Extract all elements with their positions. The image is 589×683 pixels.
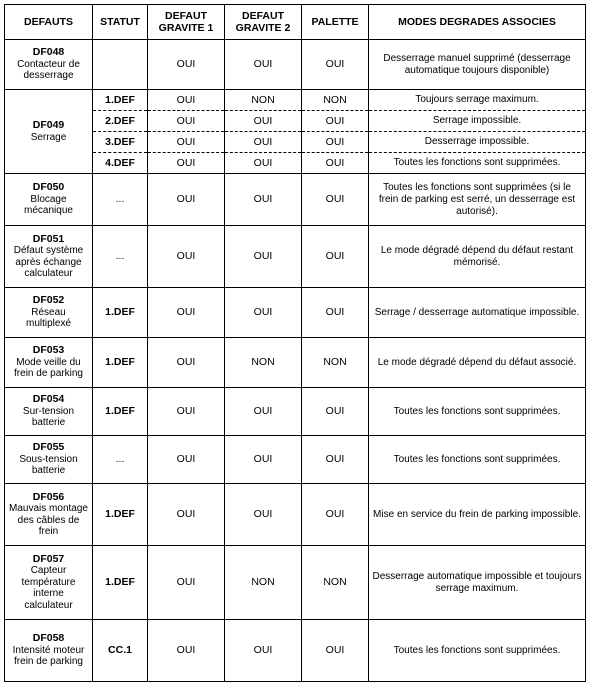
table-row: [5, 90, 586, 111]
header-defauts: DEFAUTS: [5, 5, 93, 40]
fault-description: Sur-tension batterie: [22, 405, 75, 429]
modes-cell: Desserrage manuel supprimé (desserrage automatique toujours disponible): [369, 40, 586, 90]
fault-code: DF051: [32, 232, 65, 245]
fault-cell: [5, 90, 93, 174]
statut-cell: ...: [93, 174, 148, 226]
fault-description: Sous-tension batterie: [19, 453, 78, 477]
fault-description: Mode veille du frein de parking: [14, 356, 83, 380]
header-gravite-2: DEFAUT GRAVITE 2: [225, 5, 302, 40]
modes-cell: Toujours serrage maximum.: [369, 90, 586, 111]
gravite2-cell: NON: [225, 546, 302, 620]
gravite2-cell: OUI: [225, 40, 302, 90]
gravite1-cell: OUI: [148, 226, 225, 288]
gravite1-cell: OUI: [148, 546, 225, 620]
palette-cell: OUI: [302, 226, 369, 288]
palette-cell: OUI: [302, 111, 369, 132]
statut-cell: 1.DEF: [93, 288, 148, 338]
modes-cell: Le mode dégradé dépend du défaut associé.: [369, 338, 586, 388]
gravite1-cell: OUI: [148, 436, 225, 484]
palette-cell: OUI: [302, 174, 369, 226]
fault-code: DF048: [32, 46, 65, 59]
fault-description: Intensité moteur frein de parking: [12, 644, 85, 668]
fault-cell: [5, 388, 93, 436]
fault-code: DF058: [32, 632, 65, 645]
modes-cell: Le mode dégradé dépend du défaut restant mémorisé.: [369, 226, 586, 288]
palette-cell: OUI: [302, 153, 369, 174]
gravite2-cell: NON: [225, 90, 302, 111]
fault-code: DF057: [32, 552, 65, 565]
table-row: [5, 288, 586, 338]
fault-cell: [5, 436, 93, 484]
gravite2-cell: OUI: [225, 388, 302, 436]
gravite2-cell: OUI: [225, 153, 302, 174]
statut-cell: ...: [93, 226, 148, 288]
table-row: [5, 174, 586, 226]
fault-code: DF052: [32, 294, 65, 307]
fault-cell: [5, 546, 93, 620]
table-row: [5, 484, 586, 546]
modes-cell: Toutes les fonctions sont supprimées.: [369, 388, 586, 436]
header-gravite-1: DEFAUT GRAVITE 1: [148, 5, 225, 40]
fault-code: DF055: [32, 441, 65, 454]
header-row: [5, 5, 586, 40]
gravite2-cell: NON: [225, 338, 302, 388]
fault-description: Mauvais montage des câbles de frein: [9, 503, 88, 537]
fault-cell: [5, 338, 93, 388]
fault-code: DF056: [32, 490, 65, 503]
fault-cell: [5, 40, 93, 90]
modes-cell: Toutes les fonctions sont supprimées.: [369, 620, 586, 682]
gravite2-cell: OUI: [225, 132, 302, 153]
fault-description: Contacteur de desserrage: [17, 58, 80, 82]
fault-description: Défaut système après échange calculateur: [13, 245, 84, 279]
gravite2-cell: OUI: [225, 288, 302, 338]
gravite1-cell: OUI: [148, 288, 225, 338]
fault-code: DF053: [32, 344, 65, 357]
table-row: [5, 111, 586, 132]
fault-code: DF054: [32, 393, 65, 406]
fault-cell: [5, 174, 93, 226]
palette-cell: OUI: [302, 388, 369, 436]
gravite2-cell: OUI: [225, 174, 302, 226]
statut-cell: 4.DEF: [93, 153, 148, 174]
modes-cell: Desserrage automatique impossible et toujours serrage maximum.: [369, 546, 586, 620]
gravite2-cell: OUI: [225, 111, 302, 132]
table-row: [5, 153, 586, 174]
table-row: [5, 226, 586, 288]
table-row: [5, 388, 586, 436]
modes-cell: Toutes les fonctions sont supprimées.: [369, 153, 586, 174]
gravite1-cell: OUI: [148, 484, 225, 546]
statut-cell: 1.DEF: [93, 388, 148, 436]
fault-cell: [5, 484, 93, 546]
fault-cell: [5, 226, 93, 288]
gravite1-cell: OUI: [148, 132, 225, 153]
fault-description: Réseau multiplexé: [25, 306, 72, 330]
gravite1-cell: OUI: [148, 90, 225, 111]
modes-cell: Serrage impossible.: [369, 111, 586, 132]
fault-description: Serrage: [30, 131, 67, 143]
fault-description: Blocage mécanique: [24, 193, 73, 217]
statut-cell: 1.DEF: [93, 338, 148, 388]
modes-cell: Toutes les fonctions sont supprimées (si le frein de parking est serré, un desserrage est autorisé).: [369, 174, 586, 226]
fault-code: DF049: [32, 119, 65, 131]
table-row: [5, 338, 586, 388]
header-statut: STATUT: [93, 5, 148, 40]
gravite2-cell: OUI: [225, 226, 302, 288]
statut-cell: 1.DEF: [93, 546, 148, 620]
palette-cell: NON: [302, 90, 369, 111]
palette-cell: OUI: [302, 288, 369, 338]
fault-table: [4, 4, 586, 682]
palette-cell: OUI: [302, 620, 369, 682]
gravite1-cell: OUI: [148, 174, 225, 226]
table-row: [5, 132, 586, 153]
statut-cell: 3.DEF: [93, 132, 148, 153]
table-row: [5, 620, 586, 682]
fault-code: DF050: [32, 181, 65, 194]
fault-description: Capteur température interne calculateur: [21, 565, 76, 611]
header-palette: PALETTE: [302, 5, 369, 40]
statut-cell: 1.DEF: [93, 90, 148, 111]
statut-cell: CC.1: [93, 620, 148, 682]
statut-cell: ...: [93, 436, 148, 484]
palette-cell: OUI: [302, 132, 369, 153]
palette-cell: OUI: [302, 40, 369, 90]
gravite2-cell: OUI: [225, 620, 302, 682]
gravite1-cell: OUI: [148, 620, 225, 682]
modes-cell: Toutes les fonctions sont supprimées.: [369, 436, 586, 484]
gravite1-cell: OUI: [148, 40, 225, 90]
statut-cell: 1.DEF: [93, 484, 148, 546]
table-row: [5, 436, 586, 484]
fault-cell: [5, 288, 93, 338]
palette-cell: NON: [302, 338, 369, 388]
fault-cell: [5, 620, 93, 682]
palette-cell: OUI: [302, 484, 369, 546]
palette-cell: NON: [302, 546, 369, 620]
gravite2-cell: OUI: [225, 484, 302, 546]
gravite2-cell: OUI: [225, 436, 302, 484]
header-modes: MODES DEGRADES ASSOCIES: [369, 5, 586, 40]
gravite1-cell: OUI: [148, 388, 225, 436]
statut-cell: 2.DEF: [93, 111, 148, 132]
gravite1-cell: OUI: [148, 111, 225, 132]
modes-cell: Serrage / desserrage automatique impossible.: [369, 288, 586, 338]
gravite1-cell: OUI: [148, 338, 225, 388]
gravite1-cell: OUI: [148, 153, 225, 174]
table-row: [5, 40, 586, 90]
modes-cell: Desserrage impossible.: [369, 132, 586, 153]
modes-cell: Mise en service du frein de parking impossible.: [369, 484, 586, 546]
table-row: [5, 546, 586, 620]
statut-cell: [93, 40, 148, 90]
palette-cell: OUI: [302, 436, 369, 484]
